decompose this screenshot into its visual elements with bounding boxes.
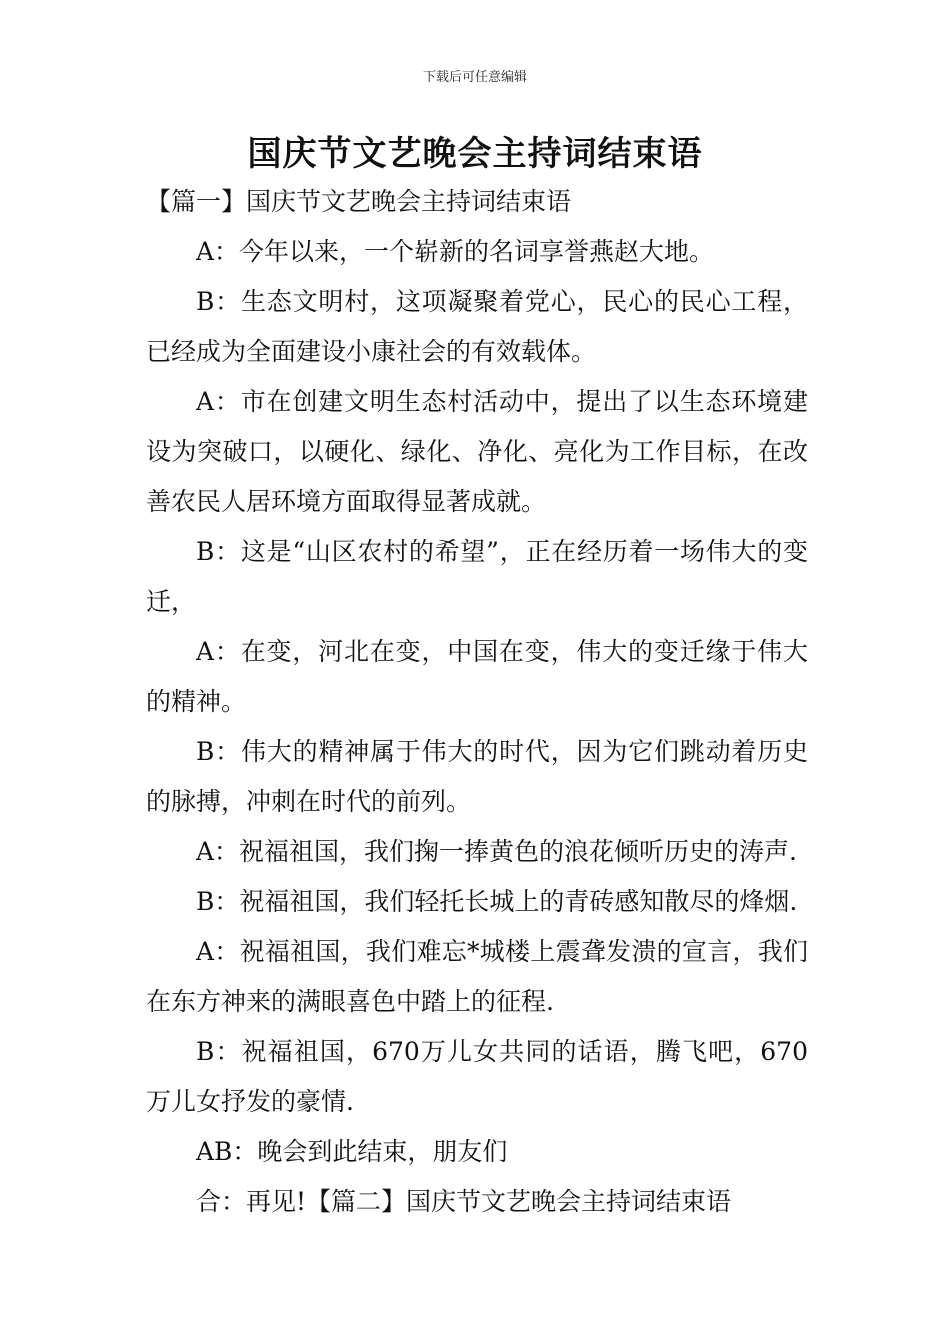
paragraph: B：祝福祖国，我们轻托长城上的青砖感知散尽的烽烟. <box>196 887 798 916</box>
paragraph: A：今年以来，一个崭新的名词享誉燕赵大地。 <box>196 237 715 266</box>
paragraph: B：生态文明村，这项凝聚着党心，民心的民心工程，已经成为全面建设小康社会的有效载体。 <box>146 287 808 366</box>
section-heading: 【篇一】国庆节文艺晚会主持词结束语 <box>146 187 572 216</box>
paragraph: 合：再见!【篇二】国庆节文艺晚会主持词结束语 <box>196 1187 732 1216</box>
paragraph: B：伟大的精神属于伟大的时代，因为它们跳动着历史的脉搏，冲刺在时代的前列。 <box>146 737 808 816</box>
paragraph: A：在变，河北在变，中国在变，伟大的变迁缘于伟大的精神。 <box>146 637 808 716</box>
paragraph: A：祝福祖国，我们掬一捧黄色的浪花倾听历史的涛声. <box>196 837 798 866</box>
paragraph: A：市在创建文明生态村活动中，提出了以生态环境建设为突破口，以硬化、绿化、净化、亮化为工作目标，在改善农民人居环境方面取得显著成就。 <box>146 387 808 516</box>
paragraph: A：祝福祖国，我们难忘*城楼上震聋发溃的宣言，我们在东方神来的满眼喜色中踏上的征程. <box>146 937 808 1016</box>
page-header: 下载后可任意编辑 <box>422 70 527 85</box>
document-title: 国庆节文艺晚会主持词结束语 <box>247 134 703 174</box>
paragraph: AB：晚会到此结束，朋友们 <box>196 1137 508 1166</box>
document-body <box>146 177 808 1227</box>
paragraph: B：祝福祖国，670万儿女共同的话语，腾飞吧，670万儿女抒发的豪情. <box>146 1037 808 1116</box>
paragraph: B：这是“山区农村的希望”，正在经历着一场伟大的变迁， <box>146 537 808 616</box>
